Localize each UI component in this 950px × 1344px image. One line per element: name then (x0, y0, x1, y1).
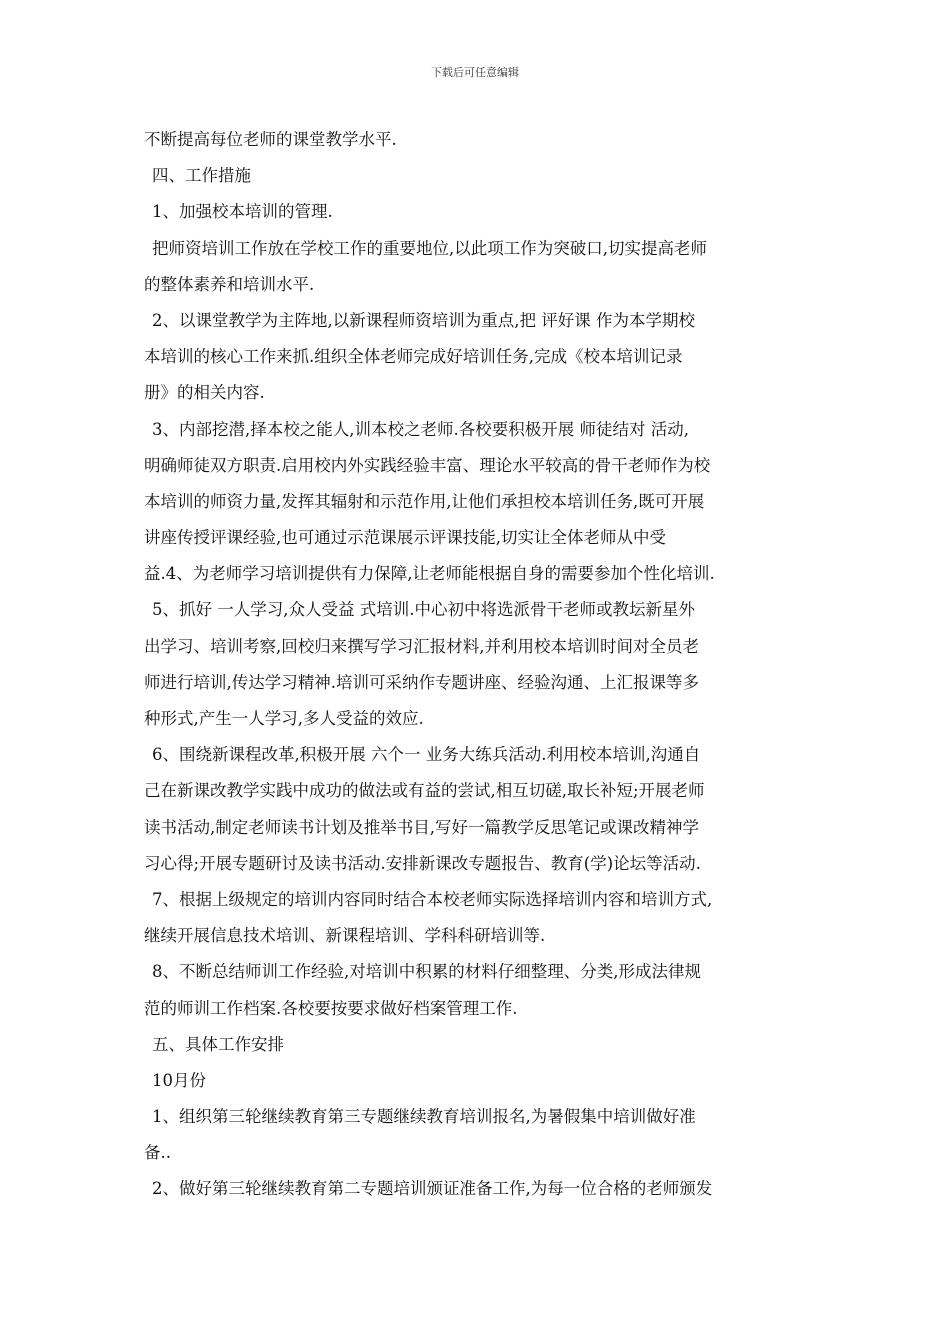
section-heading: 五、具体工作安排 (152, 1034, 284, 1054)
paragraph-line: 备.. (144, 1143, 171, 1163)
section-heading: 四、工作措施 (152, 166, 251, 186)
page-header: 下载后可任意编辑 (431, 66, 519, 79)
paragraph-line: 8、不断总结师训工作经验,对培训中积累的材料仔细整理、分类,形成法律规 (152, 962, 701, 982)
paragraph-line: 师进行培训,传达学习精神.培训可采纳作专题讲座、经验沟通、上汇报课等多 (144, 672, 699, 692)
paragraph-line: 3、内部挖潜,择本校之能人,训本校之老师.各校要积极开展 师徒结对 活动, (152, 419, 689, 439)
paragraph-line: 己在新课改教学实践中成功的做法或有益的尝试,相互切磋,取长补短;开展老师 (144, 781, 705, 801)
paragraph-line: 本培训的核心工作来抓.组织全体老师完成好培训任务,完成《校本培训记录 (144, 347, 683, 367)
month-heading: 10月份 (152, 1070, 206, 1090)
paragraph-line: 2、以课堂教学为主阵地,以新课程师资培训为重点,把 评好课 作为本学期校 (152, 310, 695, 330)
paragraph-line: 读书活动,制定老师读书计划及推举书目,写好一篇教学反思笔记或课改精神学 (144, 817, 699, 837)
paragraph-line: 种形式,产生一人学习,多人受益的效应. (144, 709, 424, 728)
paragraph-line: 7、根据上级规定的培训内容同时结合本校老师实际选择培训内容和培训方式, (152, 889, 713, 909)
paragraph-line: 习心得;开展专题研讨及读书活动.安排新课改专题报告、教育(学)论坛等活动. (144, 853, 701, 873)
paragraph-line: 出学习、培训考察,回校归来撰写学习汇报材料,并利用校本培训时间对全员老 (144, 636, 699, 656)
paragraph-line: 5、抓好 一人学习,众人受益 式培训.中心初中将选派骨干老师或教坛新星外 (152, 600, 695, 620)
paragraph-line: 明确师徒双方职责.启用校内外实践经验丰富、理论水平较高的骨干老师作为校 (144, 455, 711, 475)
paragraph-line: 1、组织第三轮继续教育第三专题继续教育培训报名,为暑假集中培训做好准 (152, 1107, 696, 1127)
paragraph-line: 6、围绕新课程改革,积极开展 六个一 业务大练兵活动.利用校本培训,沟通自 (152, 745, 701, 765)
document-body (144, 122, 824, 1208)
paragraph-line: 益.4、为老师学习培训提供有力保障,让老师能根据自身的需要参加个性化培训. (144, 564, 715, 584)
paragraph-line: 2、做好第三轮继续教育第二专题培训颁证准备工作,为每一位合格的老师颁发 (152, 1179, 713, 1199)
paragraph-line: 1、加强校本培训的管理. (152, 202, 333, 222)
paragraph-line: 继续开展信息技术培训、新课程培训、学科科研培训等. (144, 926, 546, 946)
paragraph-line: 册》的相关内容. (144, 383, 265, 403)
paragraph-line: 讲座传授评课经验,也可通过示范课展示评课技能,切实让全体老师从中受 (144, 528, 666, 548)
paragraph-line: 范的师训工作档案.各校要按要求做好档案管理工作. (144, 998, 518, 1018)
paragraph-line: 不断提高每位老师的课堂教学水平. (144, 130, 397, 149)
paragraph-line: 把师资培训工作放在学校工作的重要地位,以此项工作为突破口,切实提高老师 (152, 238, 707, 258)
paragraph-line: 本培训的师资力量,发挥其辐射和示范作用,让他们承担校本培训任务,既可开展 (144, 491, 705, 511)
paragraph-line: 的整体素养和培训水平. (144, 274, 315, 294)
